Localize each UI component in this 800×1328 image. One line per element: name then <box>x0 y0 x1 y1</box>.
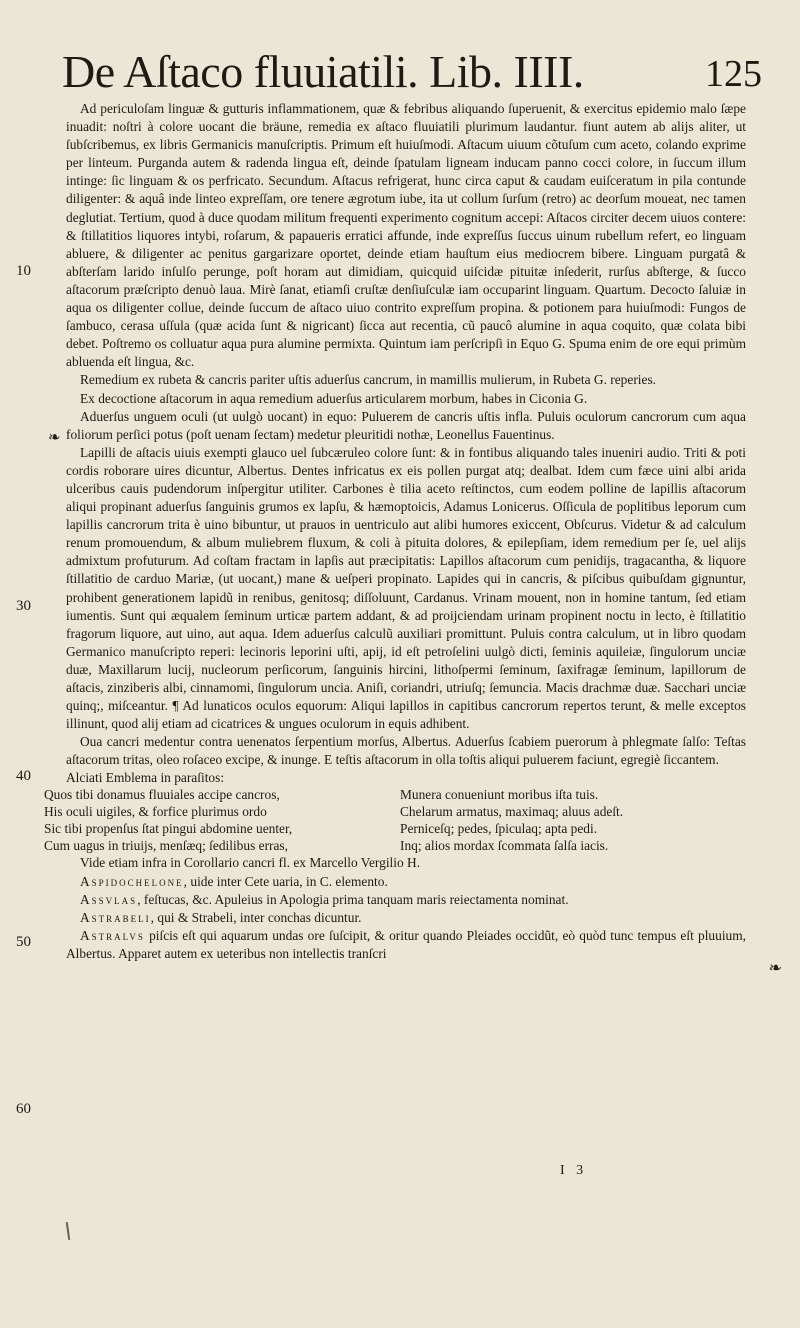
entry <box>66 873 746 891</box>
poem-line: Chelarum armatus, maximaq; aluus adeſt. <box>400 804 624 820</box>
page-header <box>62 44 762 100</box>
fleuron-icon: ❧ <box>48 430 61 446</box>
running-title: De Aſtaco fluuiatili. Lib. IIII. <box>62 46 584 97</box>
paragraph: Ad periculoſam linguæ & gutturis inflammationem, quæ & febribus aliquando ſuperuenit, & exercitus epidemio malo ſæpe inuadit: noſtri à colore uocant die bräune, remedia ex aſtaco fluuiatili plurimum laudantur. fiunt autem ab alijs aliter, ut ſubſcribemus, ex libris Germanicis manuſcriptis. Primum eſt huiuſmodi. Aſtacum uiuum cõtuſum cum aceto, colando exprime per linteum. Purganda autem & radenda lingua eſt, deinde ſpatulam ligneam inducam panno cocci colore, in ſuccum illum intinge: ſic linguam & os perfricato. Secundum. Aſtacus refrigerat, hunc circa caput & caudam euiſceratum in pila contunde diligenter: & aquâ inde linteo expreſſam, ore tenere ægrotum iube, ita ut collum ſurſum (retro) ac deorſum moueat, nec tamen deglutiat. Tertium, quod à duce quodam militum frequenti experimento cognitum accepi: Aſtacos circiter decem uiuos contere: & ſtillatitios liquores intybi, roſarum, & papaueris erratici affunde, inde expreſſus ſuccus uinum rubellum refert, eo linguam abluere, & diligenter ac penitus gargarizare oportet, deinde etiam hauſtum eius mediocrem bibere. Linguam purgatâ & abſterſam larido inſulſo perunge, poſt horam aut dimidiam, quicquid uiſcidæ pituitæ inſederit, rurſus abſterge, & ſucco aſtacorum præſcripto denuò laua. Mirè ſanat, etiamſi cruſtæ denſiuſculæ iam occuparint linguam. Quartum. Decocto ſaluiæ in aqua os diligenter collue, deinde ſuccum de aſtaco uiuo contrito expreſſum propina. & potionem para huiuſmodi: Fungos de ſambuco, cerasa uſſula (quæ acida ſunt & nigricant) ſicca aut recentia, cũ paucô alumine in aqua coquito, quæ colata bibi debet. Poſtremo os colluatur aqua pura alumine permixta. Quintum iam perſcripſi in Equo G. Spuma enim de ore equi primùm abluenda eſt lingua, &c. <box>66 101 746 370</box>
poem-line: Sic tibi propenſus ſtat pingui abdomine uenter, <box>44 821 293 837</box>
entry <box>66 927 746 963</box>
paragraph: Aduerſus unguem oculi (ut uulgò uocant) in equo: Puluerem de cancris uſtis infla. Puluis oculorum cancrorum cum aqua foliorum perſici potus (poſt uenam ſectam) medetur pleuritidi nothæ, Leonellus Fauentinus. <box>66 408 746 442</box>
line-number: 40 <box>16 768 31 784</box>
paragraph: Ex decoctione aſtacorum in aqua remedium aduerſus articularem morbum, habes in Ciconia G. <box>80 390 588 406</box>
text-block <box>44 100 746 963</box>
poem-line: Munera conueniunt moribus iſta tuis. <box>400 787 599 803</box>
entry-text: , uide inter Cete uaria, in C. elemento. <box>183 873 388 889</box>
signature-mark: I 3 <box>560 1163 588 1178</box>
ink-mark <box>66 1222 70 1240</box>
entry-head: Assvlas <box>80 891 138 907</box>
entry <box>66 909 746 927</box>
cross-reference: Vide etiam infra in Corollario cancri fl. ex Marcello Vergilio H. <box>80 855 421 871</box>
poem-line: His oculi uigiles, & forfice plurimus ordo <box>44 804 267 820</box>
entry-text: , feſtucas, &c. Apuleius in Apologia prima tanquam maris reiectamenta nominat. <box>137 891 569 907</box>
paragraph: Lapilli de aſtacis uiuis exempti glauco uel ſubcæruleo colore ſunt: & in fontibus aliquando tales inueniri audio. Triti & poti cordis roborare uires dicuntur, Albertus. Dentes infricatus ex eis pollen purgat atq; dealbat. Idem cum fæce uini albi arida ulceribus cauis pudendorum inſpergitur utiliter. Carbones è tilia aceto reſtinctos, cum eodem polline de lapillis aſtacorum aliqui propinant aduerſus ſanguinis grumos ex lapſu, & hæmoptoicis, Adamus Lonicerus. Oſſicula de poplitibus leporum cum lapillis cancrorum trita è uino bibuntur, ut prauos in uentriculo aut alibi humores exiccent, Obſcurus. Videtur & ad calculum renum promouendum, & album muliebrem fluxum, & coli à pituita dolores, & epilepſiam, idem remedium per ſe, uel alijs admixtum profuturum. Ad coſtam fractam in lapſis aut præcipitatis: Lapillos aſtacorum cum penidijs, tragacantha, & liquore ſtillatitio de carduo Mariæ, (ut uocant,) mane & ueſperi propinato. Lapides qui in cancris, & piſcibus quibuſdam gignuntur, prohibent generationem lapidũ in renibus, genitosq; diſſoluunt, Cardanus. Vrinam mouent, non in homine tantum, ſed etiam iumentis. Sunt qui æqualem ſeminum urticæ partem addant, & ad proijciendam urinam propinent noctu in lecto, è ſtillatitio fragorum liquore, aut uino, aut aqua. Idem aduerſus calculũ auxiliari promittunt. Puluis contra calculum, ut in libro quodam Germanico manuſcripto reperi: lecinoris leporini uſti, apij, id eſt petroſelini uulgò dicti, ſeminis aquileiæ, ſingulorum unciæ duæ, Maxillarum lucij, nucleorum perſicorum, ſanguinis hircini, lithoſpermi ſeminum, ſaxifragæ ſeminum, lapillorum de aſtacis, zinziberis albi, cinnamomi, ſingulorum uncia. Aniſi, coriandri, utriuſq; ſemuncia. Macis drachmæ duæ. Sacchari unciæ quinq;, miſceantur. ¶ Ad lunaticos oculos equorum: Aliqui lapillos in capitibus cancrorum repertos terunt, & melle exceptos illinunt, quod alij etiam ad cicatrices & ungues oculorum in equis adhibent. <box>66 444 746 732</box>
page-number: 125 <box>705 53 762 95</box>
emblem-poem <box>44 769 746 854</box>
poem-line: Cum uagus in triuijs, menſæq; ſedilibus erras, <box>44 838 288 854</box>
line-number: 30 <box>16 598 31 614</box>
entry-head: Aspidochelone <box>80 873 184 889</box>
emblem-title: Alciati Emblema in paraſitos: <box>66 770 225 786</box>
paragraph: Oua cancri medentur contra uenenatos ſerpentium morſus, Albertus. Aduerſus ſcabiem puerorum à phlegmate ſalſo: Teſtas aſtacorum tritas, oleo roſaceo excipe, & inunge. E teſtis aſtacorum in olla toſtis aliqui puluerem faciunt, egregiè ſiccantem. <box>66 734 746 768</box>
poem-line: Inq; alios mordax ſcommata ſalſa iacis. <box>400 838 609 854</box>
entry <box>66 891 746 909</box>
entry-text: piſcis eſt qui aquarum undas ore ſuſcipit, & oritur quando Pleiades occidũt, eò quòd tunc tempus eſt pluuium, Albertus. Apparet autem ex ueteribus non intellectis tranſcri <box>66 927 746 961</box>
line-number: 60 <box>16 1101 31 1117</box>
line-number: 10 <box>16 263 31 279</box>
entry-head: Astrabeli <box>80 909 151 925</box>
line-number: 50 <box>16 934 31 950</box>
entry-text: , qui & Strabeli, inter conchas dicuntur. <box>150 909 362 925</box>
fleuron-icon: ❧ <box>768 960 782 977</box>
entry-head: Astralvs <box>80 927 145 943</box>
poem-line: Quos tibi donamus fluuiales accipe cancros, <box>44 787 280 803</box>
paragraph: Remedium ex rubeta & cancris pariter uſtis aduerſus cancrum, in mamillis mulierum, in Rubeta G. reperies. <box>80 372 656 388</box>
poem-line: Perniceſq; pedes, ſpiculaq; apta pedi. <box>400 821 598 837</box>
